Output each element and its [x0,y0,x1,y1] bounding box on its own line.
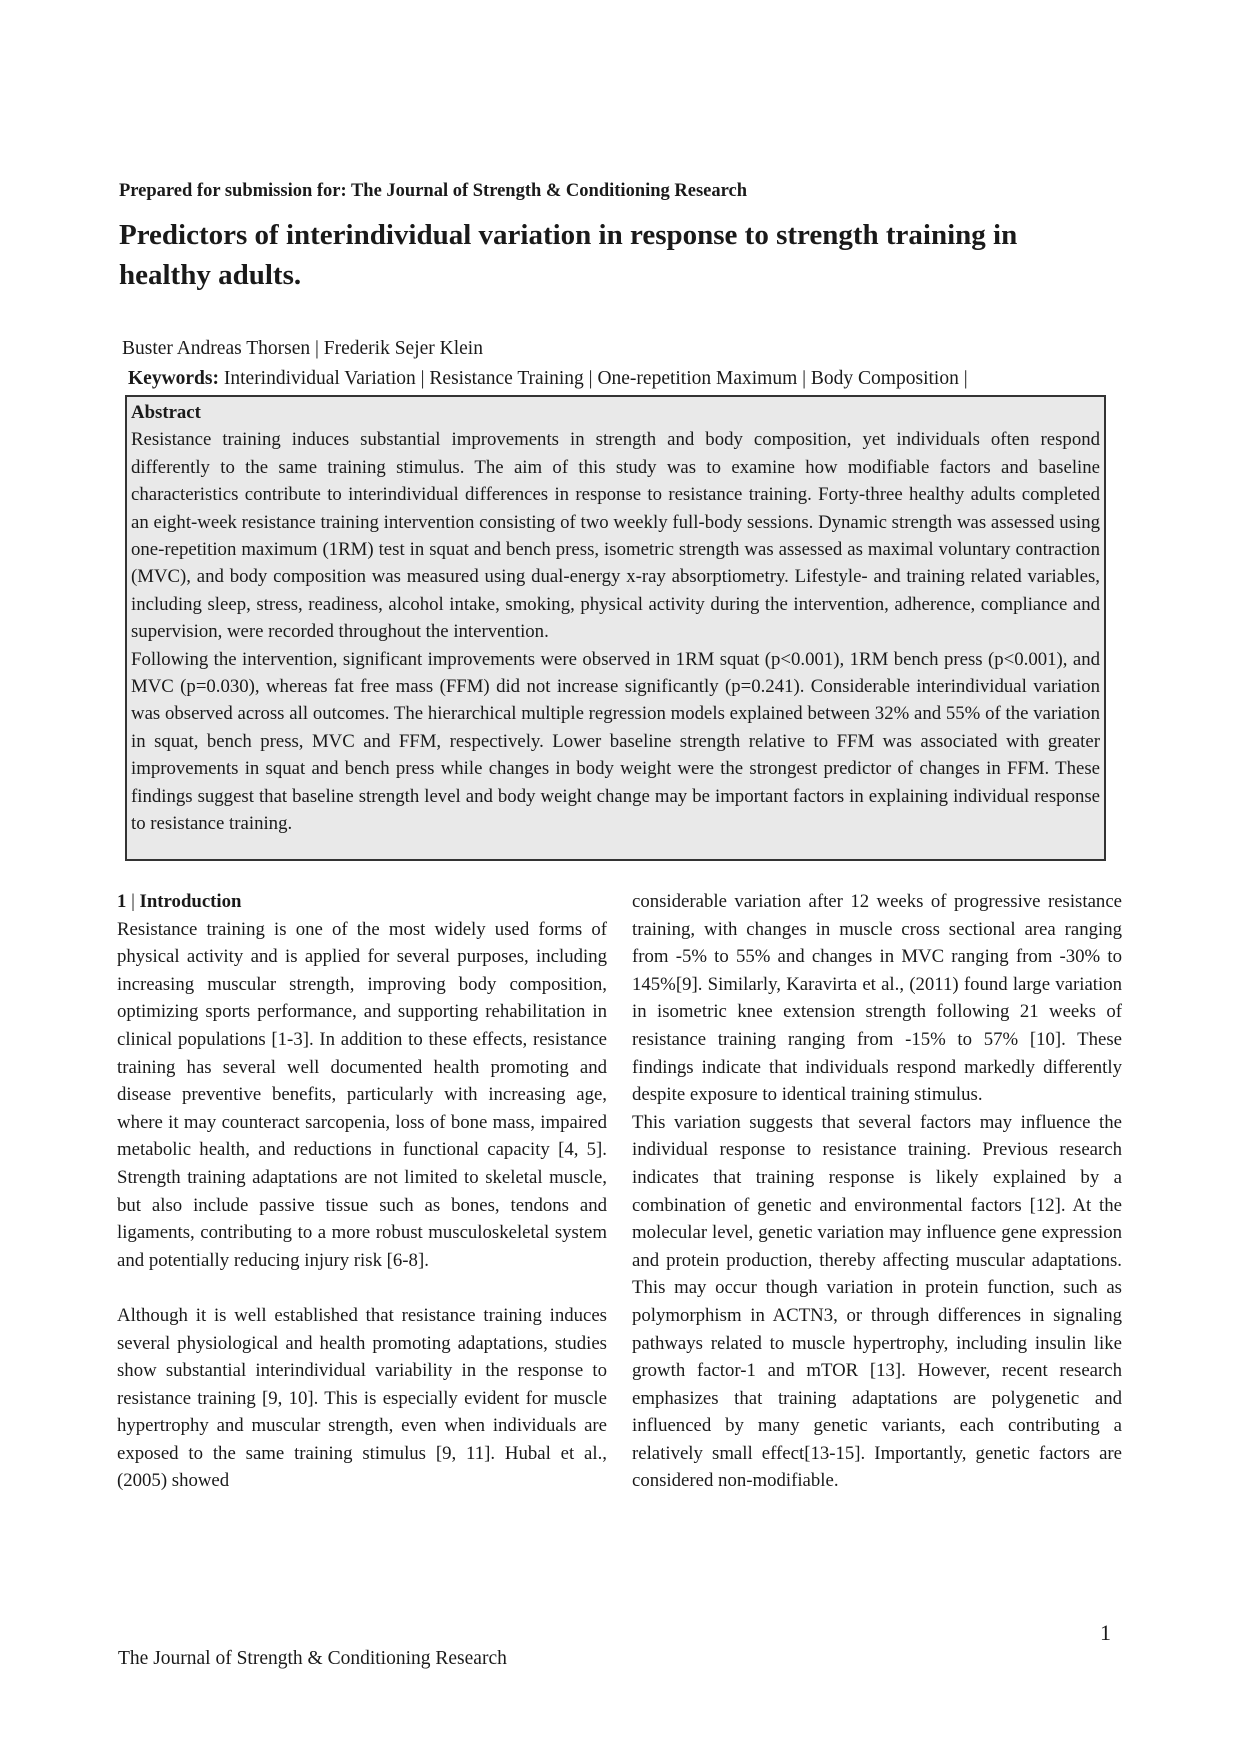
abstract-heading: Abstract [131,402,201,423]
body-paragraph: Resistance training is one of the most widely used forms of physical activity and is applied for several purposes, including increasing muscular strength, improving body composition, optimizing sports performance, and supporting rehabilitation in clinical populations [1-3]. In addition to these effects, resistance training has several well documented health promoting and disease preventive benefits, particularly with increasing age, where it may counteract sarcopenia, loss of bone mass, impaired metabolic health, and reductions in functional capacity [4, 5]. Strength training adaptations are not limited to skeletal muscle, but also include passive tissue such as bones, tendons and ligaments, contributing to a more robust musculoskeletal system and potentially reducing injury risk [6-8]. [117,918,607,1271]
paper-title: Predictors of interindividual variation in response to strength training in healthy adults. [119,219,1018,291]
paragraph-gap [117,1274,607,1302]
keywords-line [128,368,968,390]
section-title: Introduction [139,891,242,912]
keywords-text: Interindividual Variation | Resistance Training | One-repetition Maximum | Body Composition | [219,368,968,389]
body-paragraph: This variation suggests that several factors may influence the individual response to resistance training. Previous research indicates that training response is likely explained by a combination of genetic and environmental factors [12]. At the molecular level, genetic variation may influence gene expression and protein production, thereby affecting muscular adaptations. This may occur though variation in protein function, such as polymorphism in ACTN3, or through differences in signaling pathways related to muscle hypertrophy, including insulin like growth factor-1 and mTOR [13]. However, recent research emphasizes that training adaptations are polygenetic and influenced by many genetic variants, each contributing a relatively small effect[13-15]. Importantly, genetic factors are considered non-modifiable. [632,1111,1122,1492]
left-column [117,888,607,1495]
body-paragraph: considerable variation after 12 weeks of progressive resistance training, with changes in muscle cross sectional area ranging from -5% to 55% and changes in MVC ranging from -30% to 145%[9]. Similarly, Karavirta et al., (2011) found large variation in isometric knee extension strength following 21 weeks of resistance training ranging from -15% to 57% [10]. These findings indicate that individuals respond markedly differently despite exposure to identical training stimulus. [632,891,1122,1106]
abstract-paragraph: Resistance training induces substantial improvements in strength and body composition, yet individuals often respond differently to the same training stimulus. The aim of this study was to examine how modifiable factors and baseline characteristics contribute to interindividual differences in response to resistance training. Forty-three healthy adults completed an eight-week resistance training intervention consisting of two weekly full-body sessions. Dynamic strength was assessed using one-repetition maximum (1RM) test in squat and bench press, isometric strength was assessed as maximal voluntary contraction (MVC), and body composition was measured using dual-energy x-ray absorptiometry. Lifestyle- and training related variables, including sleep, stress, readiness, alcohol intake, smoking, physical activity during the intervention, adherence, compliance and supervision, were recorded throughout the intervention. [131,429,1100,643]
section-separator: | [126,891,140,912]
section-number: 1 [117,891,127,912]
right-column [632,888,1122,1495]
section-heading [117,888,607,916]
author-list: Buster Andreas Thorsen | Frederik Sejer Klein [122,338,483,359]
submission-note: Prepared for submission for: The Journal of Strength & Conditioning Research [119,181,748,201]
keywords-label: Keywords: [128,368,219,389]
body-paragraph: Although it is well established that resistance training induces several physiological and health promoting adaptations, studies show substantial interindividual variability in the response to resistance training [9, 10]. This is especially evident for muscle hypertrophy and muscular strength, even when individuals are exposed to the same training stimulus [9, 11]. Hubal et al., (2005) showed [117,1304,607,1492]
abstract-paragraph: Following the intervention, significant improvements were observed in 1RM squat (p<0.001), 1RM bench press (p<0.001), and MVC (p=0.030), whereas fat free mass (FFM) did not increase significantly (p=0.241). Considerable interindividual variation was observed across all outcomes. The hierarchical multiple regression models explained between 32% and 55% of the variation in squat, bench press, MVC and FFM, respectively. Lower baseline strength relative to FFM was associated with greater improvements in squat and bench press while changes in body weight were the strongest predictor of changes in FFM. These findings suggest that baseline strength level and body weight change may be important factors in explaining individual response to resistance training. [131,648,1100,835]
page-number: 1 [1100,1620,1111,1645]
footer-journal: The Journal of Strength & Conditioning Research [118,1648,507,1669]
abstract-box [125,395,1106,861]
